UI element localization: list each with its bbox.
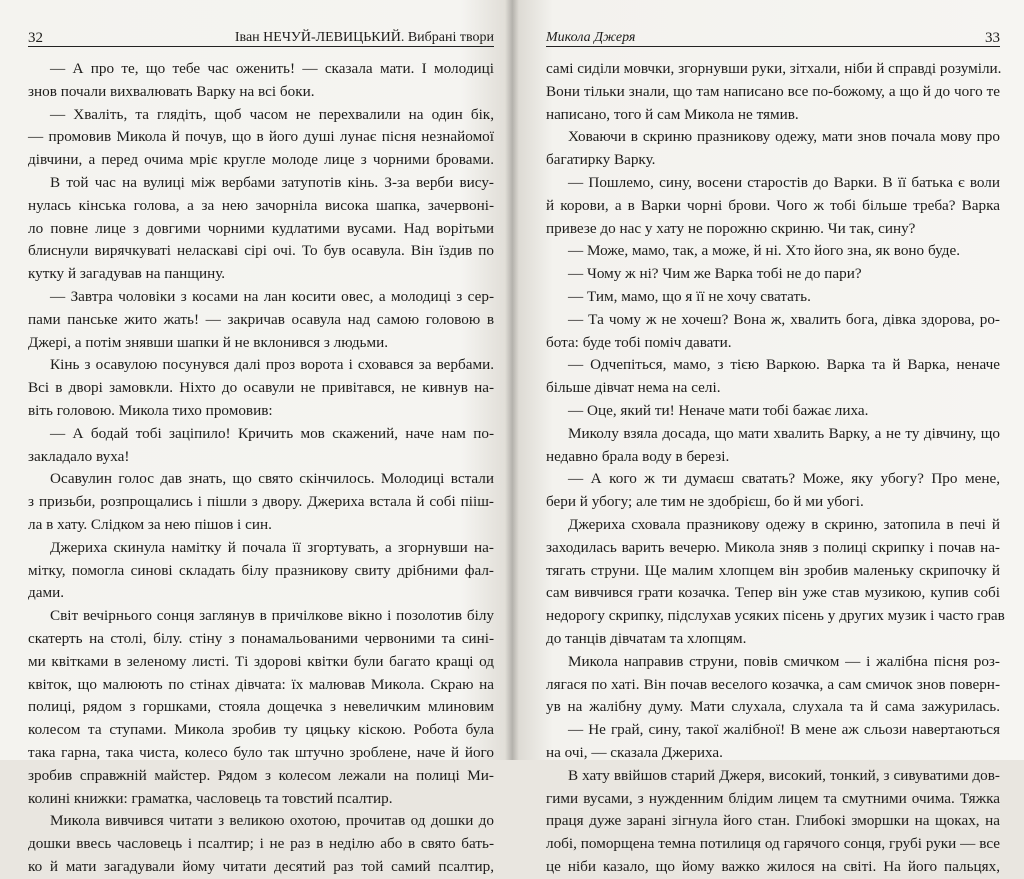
text-line: — Тим, мамо, що я її не хочу сватать. xyxy=(568,287,811,305)
text-line: до танців дівчатам та хлопцям. xyxy=(546,629,747,647)
text-line: закладало вуха! xyxy=(28,447,130,465)
text-line: ло повне лице з довгими чорними кудлатими вусами. Над ворітьми xyxy=(28,219,494,237)
right-page-header xyxy=(546,28,1000,48)
text-line: — Завтра чоловіки з косами на лан косити овес, а молодиці з сер- xyxy=(50,287,494,305)
left-running-title: Іван НЕЧУЙ-ЛЕВИЦЬКИЙ. Вибрані твори xyxy=(234,30,494,45)
text-line: полиці, рядом з горшками, стояла дощечка з невеличким млиновим xyxy=(28,698,494,716)
text-line: Кінь з осавулою посунувся далі проз ворота і сховався за вербами. xyxy=(50,356,494,374)
text-line: мітку, помогла синові складать білу празникову свиту дрібними фал- xyxy=(28,561,494,579)
text-line: — промовив Микола й почув, що в його душі лунає пісня незнайомої xyxy=(28,128,494,146)
text-line: колесом та ступами. Микола зробив ту цяцьку кіскою. Робота була xyxy=(28,721,494,739)
text-line: Миколу взяла досада, що мати хвалить Варку, а не ту дівчину, що xyxy=(568,424,1000,442)
right-page xyxy=(512,0,1024,875)
text-line: — Хваліть, та глядіть, щоб часом не перехвалили на один бік, xyxy=(50,105,494,123)
text-line: — А про те, що тебе час оженить! — сказала мати. І молодиці xyxy=(50,60,494,77)
right-page-text xyxy=(546,58,1005,879)
text-line: Вони тільки знали, що там написано все по-божому, а що й до чого те xyxy=(546,82,1000,100)
text-line: знов почали вихвалювать Варку на всі боки. xyxy=(28,82,315,100)
text-line: бота: буде тобі поміч давати. xyxy=(546,333,732,351)
right-page-number: 33 xyxy=(985,30,1000,46)
text-line: квіток, що малюють по стінах дівчата: їх малював Микола. Скраю на xyxy=(28,675,494,693)
text-line: праця дуже зарані зігнула його стан. Глибокі зморшки на щоках, на xyxy=(546,812,1000,830)
text-line: Джері, а потім знявши шапки й не вклонився з людьми. xyxy=(28,333,389,351)
text-line: скатерть на столі, білу. стіну з понамальованими червоними та сині- xyxy=(28,629,494,647)
right-running-title: Микола Джеря xyxy=(546,30,636,45)
left-page-number: 32 xyxy=(28,30,43,46)
text-line: Микола направив струни, повів смичком — і жалібна пісня роз- xyxy=(568,652,1000,670)
text-line: гими вусами, з нужденним блідим лицем та смутними очима. Тяжка xyxy=(546,789,1000,807)
text-line: написано, того й сам Микола не тямив. xyxy=(546,105,799,123)
text-line: — А бодай тобі заціпило! Кричить мов скажений, наче нам по- xyxy=(50,424,494,442)
text-line: ла в хату. Слідком за нею пішов і син. xyxy=(28,515,272,533)
text-line: пами панське жито жать! — закричав осавула над самою головою в xyxy=(28,310,494,328)
book-gutter-shadow xyxy=(505,0,519,760)
text-line: самі сиділи мовчки, згорнувши руки, зітхали, ніби й справді розуміли. xyxy=(546,60,1002,77)
text-line: більше дівчат нема на селі. xyxy=(546,379,721,397)
text-line: дами. xyxy=(28,584,65,602)
text-line: нулась кінська голова, а за нею зачорніла висока шапка, зачервоні- xyxy=(28,196,494,214)
left-header-rule xyxy=(28,46,494,47)
text-line: Джериха сховала празникову одежу в скриню, затопила в печі й xyxy=(568,515,1000,533)
text-line: заходилась варить вечерю. Микола зняв з полиці скрипку і почав на- xyxy=(546,538,1000,556)
left-page-header xyxy=(28,28,494,48)
text-line: ко й мати загадували йому читати десятий раз той самий псалтир, xyxy=(28,857,494,875)
text-line: блиснули вирячкуваті неласкаві сірі очі. То був осавула. Він їздив по xyxy=(28,242,494,260)
text-line: бери й убогу; але тим не здобрієш, бо й ми убогі. xyxy=(546,493,864,511)
text-line: — Оце, який ти! Неначе мати тобі бажає лиха. xyxy=(568,401,869,419)
text-line: сам вивчився грати козачка. Тепер він уже став музикою, купив собі xyxy=(546,584,1000,602)
text-line: Микола вивчився читати з великою охотою, прочитав од дошки до xyxy=(50,812,494,830)
text-line: В той час на вулиці між вербами затупотів кінь. З-за верби вису- xyxy=(50,173,494,191)
text-line: — А кого ж ти думаєш сватать? Може, яку убогу? Про мене, xyxy=(568,470,1000,488)
text-line: багатирку Варку. xyxy=(546,151,656,169)
text-line: — Не грай, сину, такої жалібної! В мене аж сльози навертаються xyxy=(568,721,1000,739)
text-line: недавно брала воду в березі. xyxy=(546,447,730,465)
text-line: — Та чому ж не хочеш? Вона ж, хвалить бога, дівка здорова, ро- xyxy=(568,310,1000,328)
text-line: В хату ввійшов старий Джеря, високий, тонкий, з сивуватими дов- xyxy=(568,766,1000,784)
text-line: — Одчепіться, мамо, з тією Варкою. Варка та й Варка, неначе xyxy=(568,356,1000,374)
text-line: ув на жалібну думу. Мати слухала, слухала та й сама зажурилась. xyxy=(546,698,1000,716)
text-line: це ніби казало, що йому важко жилося на світі. На його пальцях, xyxy=(546,857,1000,875)
text-line: віть головою. Микола тихо промовив: xyxy=(28,401,273,419)
text-line: Джериха скинула намітку й почала її згортувать, а згорнувши на- xyxy=(50,538,494,556)
text-line: на очі, — сказала Джериха. xyxy=(546,743,723,761)
text-line: й корови, а в Варки чорні брови. Чого ж тобі більше треба? Варка xyxy=(546,196,1000,214)
text-line: Всі в дворі замовкли. Ніхто до осавули не привітався, не кивнув на- xyxy=(28,379,494,397)
text-line: зробив справжній майстер. Рядом з колесом лежали на полиці Ми- xyxy=(28,766,494,784)
text-line: дівчини, а перед очима мріє кругле молоде лице з чорними бровами. xyxy=(28,151,494,169)
text-line: така гарна, така чиста, колесо було так штучно зроблене, наче й його xyxy=(28,743,494,761)
text-line: Світ вечірнього сонця заглянув в причілкове вікно і позолотив білу xyxy=(50,607,494,625)
text-line: з призьби, розпрощались і пішли з двору. Джериха встала й собі пііш- xyxy=(28,493,494,511)
text-line: тягать струни. Ще малим хлопцем він зробив маленьку скрипочку й xyxy=(546,561,1000,579)
left-page xyxy=(0,0,512,875)
right-header-rule xyxy=(546,46,1000,47)
text-line: — Може, мамо, так, а може, й ні. Хто його зна, як воно буде. xyxy=(568,242,961,260)
text-line: — Пошлемо, сину, восени старостів до Варки. В її батька є воли xyxy=(568,173,1000,191)
text-line: лобі, поморщена темна потилиця од гарячого сонця, грубі руки — все xyxy=(546,835,1000,853)
text-line: недорогу скрипку, підслухав усяких пісень у других музик і часто грав xyxy=(546,607,1005,625)
text-line: кутку й загадував на панщину. xyxy=(28,265,226,283)
text-line: Ховаючи в скриню празникову одежу, мати знов почала мову про xyxy=(568,128,1000,146)
text-line: ми квітками в зеленому листі. Ті здорові квітки були багато кращі од xyxy=(28,652,494,670)
text-line: лягася по хаті. Він почав веселого козачка, а сам смичок знов поверн- xyxy=(546,675,1000,693)
text-line: привезе до нас у хату не порожню скриню. Чи так, сину? xyxy=(546,219,916,237)
text-line: дошки ввесь часловець і псалтир; і не раз в неділю або в свято бать- xyxy=(28,835,494,853)
text-line: — Чому ж ні? Чим же Варка тобі не до пари? xyxy=(568,265,862,283)
left-page-text xyxy=(28,58,494,879)
text-line: Осавулин голос дав знать, що свято скінчилось. Молодиці встали xyxy=(50,470,494,488)
text-line: колині книжки: граматка, часловець та товстий псалтир. xyxy=(28,789,393,807)
